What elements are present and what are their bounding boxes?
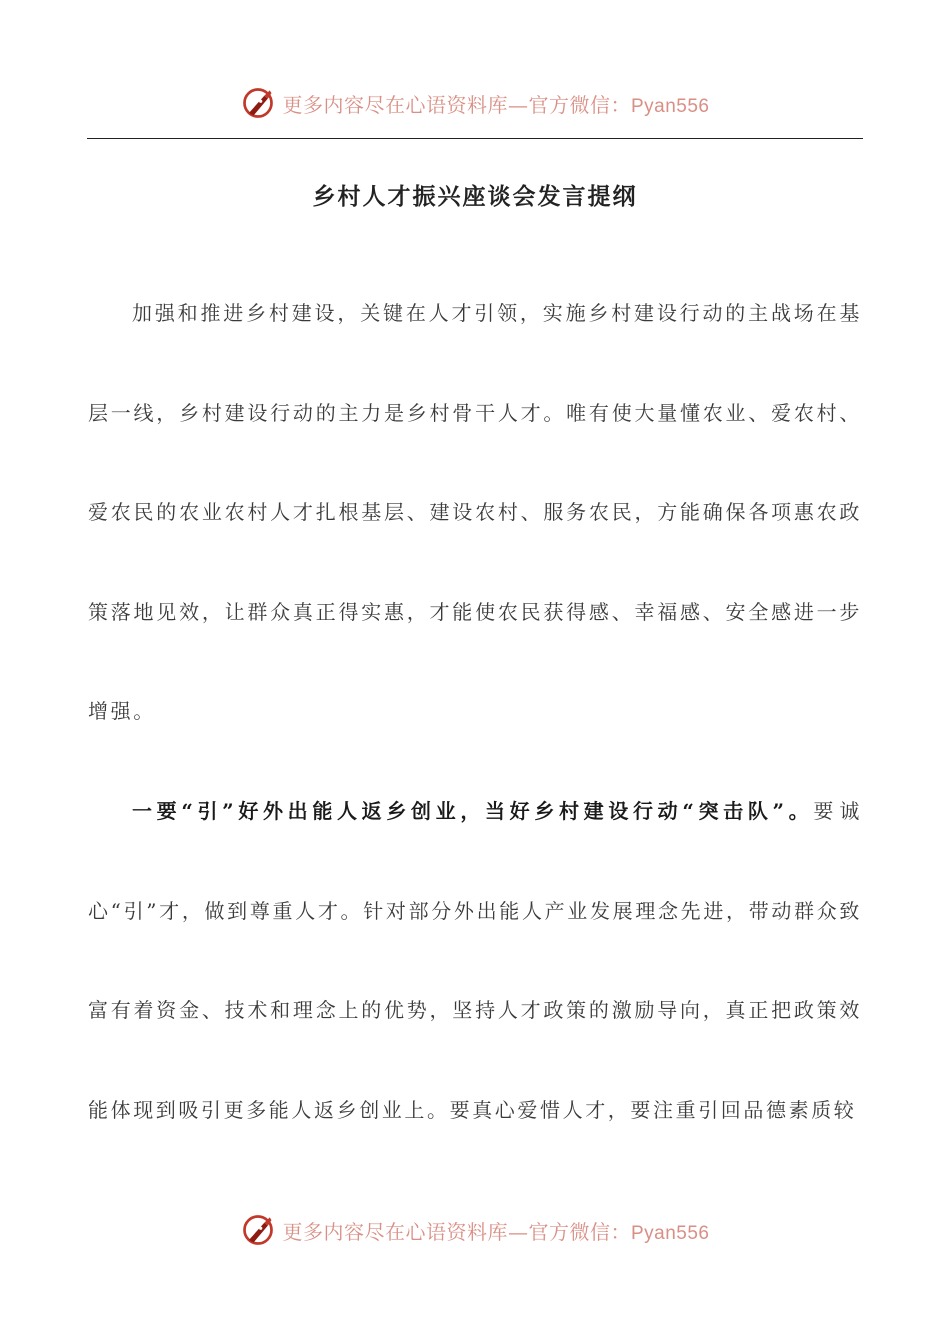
header-divider: [87, 138, 863, 139]
pen-nib-logo-icon: [240, 85, 276, 121]
footer-banner-text: 更多内容尽在心语资料库—官方微信：Pyan556: [282, 1219, 710, 1244]
paragraph-point-one-heading: 一要“引”好外出能人返乡创业，当好乡村建设行动“突击队”。: [132, 798, 814, 823]
paragraph-intro: 加强和推进乡村建设，关键在人才引领，实施乡村建设行动的主战场在基层一线，乡村建设行动的主力是乡村骨干人才。唯有使大量懂农业、爱农村、爱农民的农业农村人才扎根基层、建设农村、服务农民，方能确保各项惠农政策落地见效，让群众真正得实惠，才能使农民获得感、幸福感、安全感进一步增强。: [88, 301, 862, 724]
pen-nib-logo-icon: [240, 1212, 276, 1248]
footer-banner: [0, 1210, 950, 1250]
footer-wechat-handle: Pyan556: [630, 1222, 710, 1244]
paragraph-point-one-body: 要诚心“引”才，做到尊重人才。针对部分外出能人产业发展理念先进，带动群众致富有着资金、技术和理念上的优势，坚持人才政策的激励导向，真正把政策效能体现到吸引更多能人返乡创业上。要真心爱惜人才，要注重引回品德素质较: [88, 798, 862, 1122]
document-title: 乡村人才振兴座谈会发言提纲: [312, 183, 638, 210]
header-banner-text: 更多内容尽在心语资料库—官方微信：Pyan556: [282, 92, 710, 117]
document-body: [88, 264, 862, 1160]
header-banner: [0, 83, 950, 123]
paragraph-point-one: [88, 762, 862, 1160]
header-wechat-handle: Pyan556: [630, 95, 710, 117]
